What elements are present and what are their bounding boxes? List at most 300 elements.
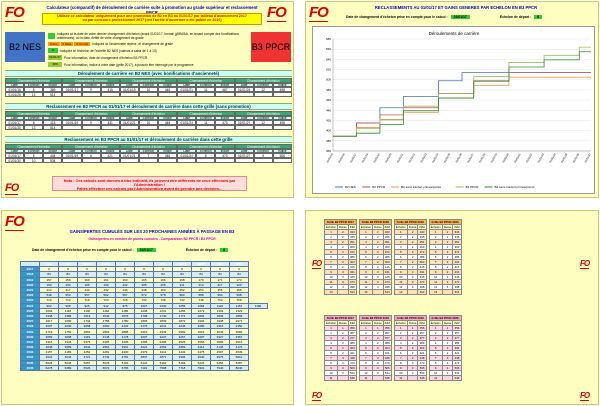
grid-cell: 8 <box>429 265 442 270</box>
echelon-field[interactable]: 8 <box>48 48 58 53</box>
grid-cell: 506 <box>349 366 355 370</box>
value-cell: 1055 <box>173 303 192 308</box>
grid-cell: 377 <box>349 336 355 340</box>
data-cell: 01/01/21 <box>120 120 139 125</box>
months-field[interactable]: 0 Mois <box>62 41 72 46</box>
grid-cell: 11 <box>429 376 442 381</box>
grid-cell: 4 <box>338 285 349 290</box>
data-cell: 448 <box>158 153 177 158</box>
b2-grids <box>324 219 462 295</box>
value-cell: 4624 <box>40 355 59 360</box>
column-header: cuts <box>40 262 59 267</box>
disclaimer-line-1: Nota : Ces calculs sont donnés à titre indicatif, ils peuvent être différents de ceux effectués par l'Administration ! <box>63 179 236 187</box>
series-line-b2-sans-tranfert-primes/points <box>333 77 591 136</box>
value-cell: 548 <box>40 293 59 298</box>
column-header: MAI <box>116 262 135 267</box>
grid-cell: 386 <box>454 255 460 259</box>
grid-cell: 9 <box>359 270 372 275</box>
grid-cell: 343 <box>419 230 425 234</box>
value-cell: 4145 <box>211 345 230 350</box>
sub-header: Indice <box>158 83 177 87</box>
data-cell <box>196 125 215 130</box>
data-cell <box>139 92 158 97</box>
data-cell: 01/01/19 <box>62 120 81 125</box>
sub-header: Échelon <box>139 149 158 153</box>
grid-cell: 2 <box>429 235 442 240</box>
data-cell: 9 <box>82 120 101 125</box>
date-value: 01/01/17 <box>137 248 156 252</box>
grid-cell: 3 <box>338 356 349 361</box>
grid-cell: 3 <box>407 371 418 376</box>
table-row <box>21 365 268 370</box>
grid-cell: 2 <box>394 235 407 240</box>
value-cell: 4189 <box>59 350 78 355</box>
value-cell: 723 <box>97 298 116 303</box>
grid-cell: 473 <box>349 280 355 284</box>
series-line-b3-sans-tranfert-primes/points <box>333 52 591 137</box>
left-grade-box: B2 NES <box>5 32 45 62</box>
data-cell: 9 <box>82 87 101 92</box>
grid-cell: 534 <box>419 371 425 375</box>
grid-cell: 12 <box>429 285 442 290</box>
echelon-label: Échelon de départ : <box>499 15 532 19</box>
x-tick-label: 01/01/28 <box>478 153 487 164</box>
grid-table <box>429 219 462 295</box>
grid-cell: 431 <box>349 270 355 274</box>
data-cell <box>235 92 254 97</box>
value-cell: 7119 <box>135 365 154 370</box>
value-cell: 1185 <box>116 308 135 313</box>
grid-sub-row <box>429 321 461 326</box>
data-cell <box>196 158 215 163</box>
grid-cell: 8 <box>325 265 338 270</box>
grid-cell: 6 <box>325 351 338 356</box>
grid-title: Grille B2 PPCR 2017 <box>325 220 357 225</box>
section-b2-ppcr-title: Reclassement en B2 PPCR au 01/01/17 et déroulement de carrière dans cette grille (sans promotion) <box>5 103 292 110</box>
grid-cell: 404 <box>349 346 355 350</box>
grid-cell: 377 <box>384 336 390 340</box>
value-cell: 5057 <box>78 360 97 365</box>
data-cell <box>177 125 196 130</box>
grid-cell: 3 <box>407 280 418 285</box>
grid-cell: 506 <box>454 366 460 370</box>
grid-cell: 3 <box>372 361 383 366</box>
grid-sub-header: INM <box>454 225 460 229</box>
value-cell: 2350 <box>230 324 249 329</box>
grid-cell: 506 <box>384 366 390 370</box>
grid-cell: 514 <box>419 290 425 294</box>
grid-cell: 3 <box>429 240 442 245</box>
column-header: JUIN <box>135 262 154 267</box>
grid-cell: 3 <box>394 336 407 341</box>
grid-cell: 498 <box>454 285 460 289</box>
grid-cell: 7 <box>325 260 338 265</box>
sub-header: Date <box>120 83 139 87</box>
value-cell: 414 <box>40 287 59 292</box>
data-cell: 473 <box>215 120 234 125</box>
grid-title: Grille B3 PPCR 2020 <box>429 316 461 321</box>
x-tick-label: 01/01/29 <box>490 153 499 164</box>
value-cell: 1304 <box>211 308 230 313</box>
sub-header: Indice <box>215 83 234 87</box>
grid-cell: 4 <box>394 341 407 346</box>
grid-cell: 8 <box>325 361 338 366</box>
sub-header: Échelon <box>24 83 43 87</box>
column-header: FEV <box>59 262 78 267</box>
grid-table <box>324 219 357 295</box>
fo-logo-left-top: FO <box>312 259 322 268</box>
legend-label: B3 sans tranfert primes/points <box>494 185 535 190</box>
grid-cell: 2 <box>407 331 418 336</box>
data-cell: 6 <box>82 153 101 158</box>
grid-cell: 10 <box>394 275 407 280</box>
grid-cell: 2 <box>442 346 453 351</box>
grid-cell: 367 <box>419 331 425 335</box>
grid-sub-header: Échelon <box>326 321 337 325</box>
grid-cell: 415 <box>419 265 425 269</box>
section-b2-nes-title: Déroulement de carrière en B2 NES (avec bonifications d'ancienneté) <box>5 70 292 77</box>
value-cell: 3267 <box>173 334 192 339</box>
grid-cell: 534 <box>454 371 460 375</box>
value-cell: 3207 <box>135 334 154 339</box>
sub-header: Échelon <box>82 83 101 87</box>
value-cell: 1157 <box>230 303 249 308</box>
year-cell: 2024 <box>21 303 40 308</box>
value-cell: 3963 <box>97 345 116 350</box>
section-b2-ppcr-table <box>5 111 292 130</box>
date-entry-field[interactable] <box>48 33 55 39</box>
data-cell: 389 <box>43 87 62 92</box>
sub-header: Date <box>120 116 139 120</box>
data-cell <box>215 92 234 97</box>
grid-cell: 9 <box>325 366 338 371</box>
value-cell: 713 <box>59 298 78 303</box>
grid-cell: 2 <box>394 331 407 336</box>
grid-cell: 448 <box>454 356 460 360</box>
data-cell: 12 <box>254 87 273 92</box>
grid-cell: 3 <box>407 270 418 275</box>
grid-cell: 13 <box>394 290 407 295</box>
column-header: Changement d'échelon <box>177 144 234 149</box>
data-cell: 8 <box>24 87 43 92</box>
grid-cell: 2 <box>359 331 372 336</box>
x-tick-label: 01/01/21 <box>396 153 405 164</box>
value-cell: 450 <box>154 287 173 292</box>
value-cell: 710 <box>40 298 59 303</box>
grid-cell <box>407 290 418 295</box>
value-cell: 7598 <box>154 365 173 370</box>
fo-logo-left-bottom: FO <box>312 391 322 400</box>
grid-cell: 2 <box>359 235 372 240</box>
value-cell: 193 <box>59 282 78 287</box>
grid-cell: 2 <box>338 255 349 260</box>
value-cell: 205 <box>135 282 154 287</box>
sub-header: Indice <box>215 149 234 153</box>
sub-header: Date <box>62 83 81 87</box>
value-cell: 3049 <box>211 329 230 334</box>
b3-grids <box>324 315 462 381</box>
grid-cell: 2 <box>338 245 349 250</box>
value-cell: 1389 <box>59 313 78 318</box>
sub-header: Échelon <box>139 116 158 120</box>
value-cell: 84 <box>154 272 173 277</box>
grid-cell: 2 <box>407 346 418 351</box>
data-cell <box>101 92 120 97</box>
value-cell: 1007 <box>135 303 154 308</box>
value-cell: 159 <box>59 277 78 282</box>
value-cell: 557 <box>78 293 97 298</box>
data-cell: 404 <box>43 153 62 158</box>
grid-cell: 2 <box>429 331 442 336</box>
grid-cell: 377 <box>454 336 460 340</box>
grid-sub-header: Échelon <box>326 225 337 229</box>
column-header: Changement d'échelon <box>120 111 177 116</box>
grid-title: Grille B3 PPCR 2018 <box>359 316 391 321</box>
value-cell: 6278 <box>40 365 59 370</box>
value-cell: 1196 <box>249 303 268 308</box>
grid-cell: 367 <box>454 331 460 335</box>
value-cell: 942 <box>97 303 116 308</box>
data-cell: 11 <box>196 120 215 125</box>
data-cell <box>273 92 292 97</box>
data-cell: 431 <box>101 120 120 125</box>
value-cell: 0 <box>154 267 173 272</box>
sub-header: Indice <box>43 116 62 120</box>
value-cell: 4837 <box>135 355 154 360</box>
value-cell: 163 <box>116 277 135 282</box>
grid-cell: 11 <box>394 280 407 285</box>
panel-subtitle: Gains/pertes en nombre de points cumulés - Comparaison B2 PPCR / B3 PPCR <box>88 237 216 241</box>
grid-cell: 6 <box>394 351 407 356</box>
data-cell <box>62 158 81 163</box>
data-cell: 01/01/27 <box>235 153 254 158</box>
value-cell: 2132 <box>116 324 135 329</box>
grid-cell: 2 <box>338 336 349 341</box>
grid-header-row <box>325 220 357 225</box>
fo-logo-right-top: FO <box>580 259 590 268</box>
grid-title: Grille B2 PPCR 2018 <box>359 220 391 225</box>
sub-header: Date <box>120 149 139 153</box>
value-cell: 4975 <box>211 355 230 360</box>
grid-cell: 2 <box>338 235 349 240</box>
data-cell: 498 <box>273 120 292 125</box>
value-cell: 0 <box>135 267 154 272</box>
echelon-value: 8 <box>220 248 228 252</box>
years-field[interactable]: 0 Ans <box>50 41 58 46</box>
grid-row <box>325 376 357 381</box>
grid-cell: 2 <box>372 260 383 265</box>
value-cell: 456 <box>211 287 230 292</box>
grid-cell: 3 <box>338 270 349 275</box>
grid-sub-header: INM <box>384 321 390 325</box>
sub-header: Échelon <box>24 149 43 153</box>
year-cell: 2025 <box>21 308 40 313</box>
value-cell: 84 <box>116 272 135 277</box>
grid-cell: 473 <box>384 280 390 284</box>
grid-sub-header: Durée <box>443 321 452 325</box>
column-header: Changement d'échelon <box>5 78 62 83</box>
grid-sub-row <box>394 321 426 326</box>
grid-cell: 3 <box>442 361 453 366</box>
days-field[interactable]: 0 Jour(s) <box>76 41 89 46</box>
grid-cell: 10 <box>394 371 407 376</box>
grid-cell: 343 <box>349 230 355 234</box>
grid-cell: 3 <box>407 275 418 280</box>
grid-cell: 351 <box>349 240 355 244</box>
value-cell: 748 <box>192 298 211 303</box>
section-b3-ppcr-table <box>5 144 292 163</box>
grid-cell: 3 <box>372 356 383 361</box>
value-cell: 1255 <box>173 308 192 313</box>
value-cell: 3148 <box>97 334 116 339</box>
grid-cell: 4 <box>394 245 407 250</box>
grid-cell: 2 <box>442 240 453 245</box>
value-cell: 4052 <box>154 345 173 350</box>
value-cell: 2030 <box>59 324 78 329</box>
grid-cell: 2 <box>372 341 383 346</box>
value-cell: 2007 <box>40 324 59 329</box>
grid-cell: 2 <box>372 346 383 351</box>
value-cell: 452 <box>173 287 192 292</box>
value-cell: 4781 <box>116 355 135 360</box>
grid-cell: 372 <box>384 250 390 254</box>
value-cell: 4644 <box>59 355 78 360</box>
value-cell: 1208 <box>135 308 154 313</box>
value-cell: 84 <box>173 272 192 277</box>
chart-title: Déroulements de carrière <box>428 31 480 36</box>
grid-cell: 2 <box>372 336 383 341</box>
grid-cell: 360 <box>349 245 355 249</box>
grid-cell: 2 <box>442 341 453 346</box>
column-header: NOV <box>230 262 249 267</box>
grid-cell <box>372 376 383 381</box>
grid-cell: 5 <box>429 250 442 255</box>
value-cell: 4411 <box>154 350 173 355</box>
grid-table <box>394 315 427 381</box>
grid-cell: 3 <box>442 356 453 361</box>
grid-cell: 7 <box>359 356 372 361</box>
grid-sub-header: Durée <box>373 321 382 325</box>
column-header: AVRIL <box>97 262 116 267</box>
value-cell: 1329 <box>230 308 249 313</box>
data-cell <box>139 125 158 130</box>
grid-cell: 356 <box>349 326 355 330</box>
grid-cell: 389 <box>349 341 355 345</box>
grid-cell: 3 <box>338 275 349 280</box>
data-cell: 12 <box>254 120 273 125</box>
y-tick-label: 540 <box>325 57 331 62</box>
year-cell: 2033 <box>21 350 40 355</box>
value-cell: 4330 <box>116 350 135 355</box>
grid-cell: 9 <box>429 270 442 275</box>
data-cell <box>139 158 158 163</box>
year-cell: 2021 <box>21 287 40 292</box>
grid-cell: 473 <box>384 361 390 365</box>
value-cell: 3237 <box>154 334 173 339</box>
value-cell: 4443 <box>173 350 192 355</box>
grid-sub-header: Durée <box>373 225 382 229</box>
grid-sub-header: Échelon <box>430 225 441 229</box>
column-header: SEPT <box>192 262 211 267</box>
legend-label: B2 sans tranfert primes/points <box>401 185 442 190</box>
data-cell: 415 <box>101 87 120 92</box>
grid-cell: 3 <box>359 336 372 341</box>
value-cell: 211 <box>173 282 192 287</box>
value-cell: 0 <box>97 267 116 272</box>
x-tick-label: 01/01/27 <box>466 153 475 164</box>
b3-date-value: 01/01/17 <box>49 55 61 59</box>
grid-sub-header: Échelon <box>395 321 406 325</box>
data-cell: 8 <box>24 120 43 125</box>
grid-cell: 2 <box>407 250 418 255</box>
sub-header: Date <box>5 83 24 87</box>
x-tick-label: 01/01/19 <box>373 153 381 164</box>
column-header: Changement d'échelon <box>62 111 119 116</box>
value-cell: 5287 <box>230 360 249 365</box>
value-cell: 0 <box>40 267 59 272</box>
x-tick-label: 01/01/20 <box>384 153 393 164</box>
sub-header: Échelon <box>82 116 101 120</box>
value-cell: 1084 <box>192 303 211 308</box>
grid-cell: 6 <box>394 255 407 260</box>
grid-cell: 2 <box>338 341 349 346</box>
value-cell: 3083 <box>230 329 249 334</box>
value-cell: 2864 <box>97 329 116 334</box>
grid-cell: 2 <box>407 265 418 270</box>
grid-cell: 498 <box>349 285 355 289</box>
data-cell: 5 <box>24 153 43 158</box>
grid-cell <box>407 376 418 381</box>
grid-cell: 4 <box>359 341 372 346</box>
value-cell: 84 <box>192 272 211 277</box>
grid-cell: 4 <box>429 245 442 250</box>
value-cell: 3525 <box>173 339 192 344</box>
grid-cell: 3 <box>372 366 383 371</box>
fo-logo-bottom: FO <box>5 182 19 194</box>
grid-cell: 4 <box>325 245 338 250</box>
grid-cell: 3 <box>338 371 349 376</box>
grid-cell: 6 <box>359 255 372 260</box>
year-cell: 2036 <box>21 365 40 370</box>
grid-cell <box>442 290 453 295</box>
grid-cell: 6 <box>429 255 442 260</box>
value-cell: 4475 <box>192 350 211 355</box>
value-cell: 1279 <box>192 308 211 313</box>
value-cell: 578 <box>154 293 173 298</box>
value-cell: 171 <box>211 277 230 282</box>
value-cell: 3357 <box>230 334 249 339</box>
y-tick-label: 380 <box>325 138 331 143</box>
value-cell: 2916 <box>135 329 154 334</box>
grid-cell: 404 <box>384 346 390 350</box>
sub-header: Échelon <box>139 83 158 87</box>
column-header: JUIL <box>154 262 173 267</box>
y-tick-label: 420 <box>325 118 331 123</box>
year-cell: 2027 <box>21 319 40 324</box>
value-cell: 1162 <box>97 308 116 313</box>
grid-cell: 4 <box>442 285 453 290</box>
value-cell: 448 <box>135 287 154 292</box>
value-cell: 1348 <box>40 313 59 318</box>
value-cell: 2750 <box>59 329 78 334</box>
grid-cell: 514 <box>349 290 355 294</box>
value-cell: 440 <box>78 287 97 292</box>
grid-cell: 2 <box>338 250 349 255</box>
grid-cell: 10 <box>325 275 338 280</box>
value-cell: 1576 <box>116 313 135 318</box>
grid-cell: 3 <box>407 361 418 366</box>
grid-sub-header: Échelon <box>395 225 406 229</box>
